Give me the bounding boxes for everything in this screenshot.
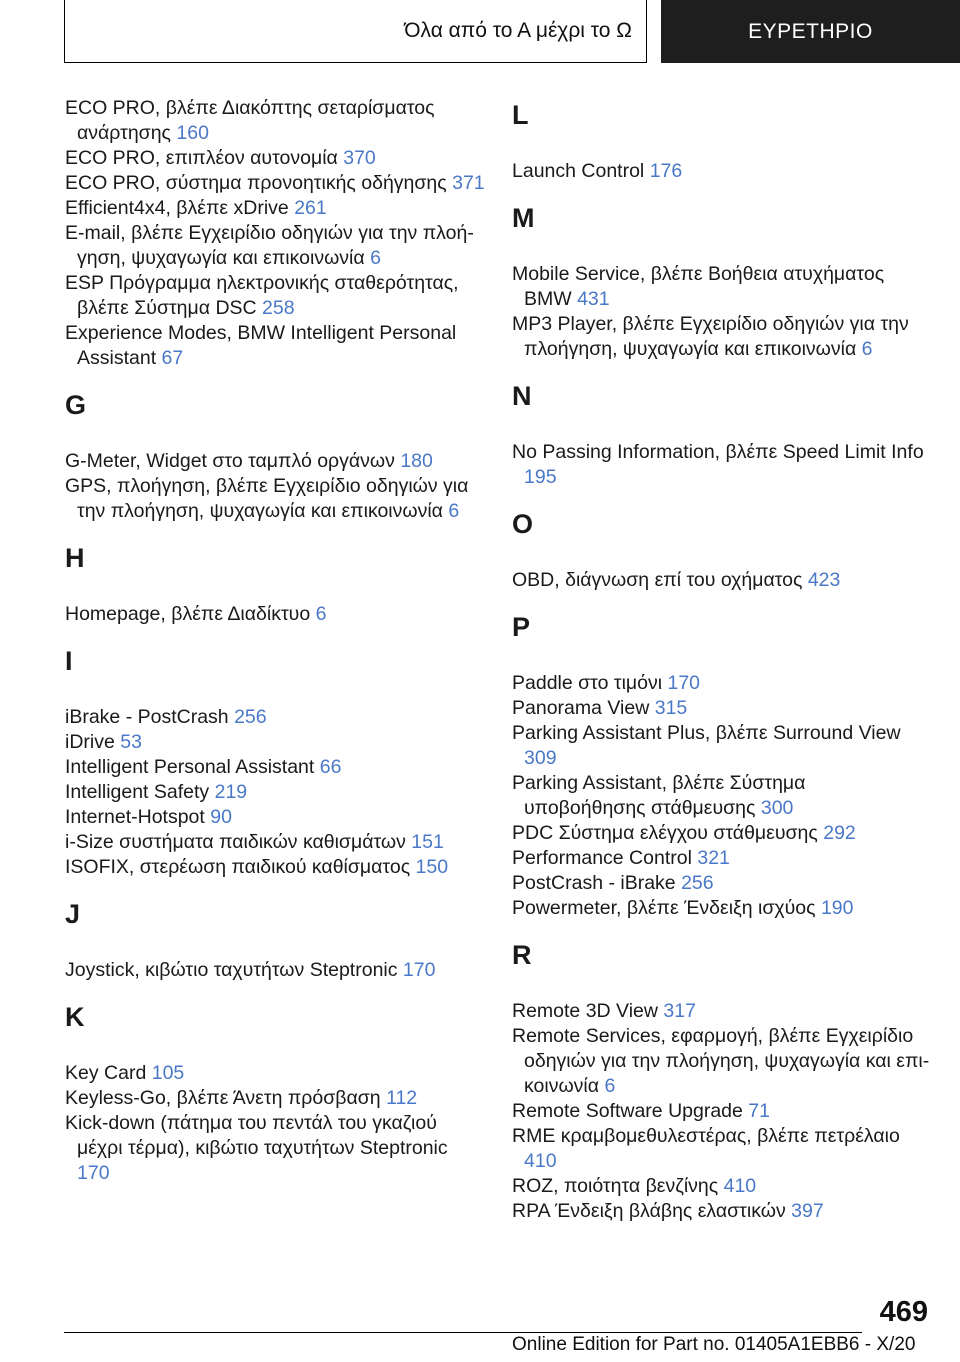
- index-entry-text: Experience Modes, BMW Intelligent Personal Assistant: [65, 322, 457, 369]
- index-entry-text: Launch Control: [512, 160, 645, 182]
- index-entry: [65, 830, 485, 855]
- index-entry: [512, 1099, 932, 1124]
- page-reference-link[interactable]: 150: [415, 856, 449, 878]
- index-section-letter: M: [512, 203, 535, 233]
- index-entry: [65, 321, 485, 371]
- page-reference-link[interactable]: 170: [77, 1162, 110, 1184]
- index-entry-text: ECO PRO, βλέπε Διακόπτης σεταρίσματος ανάρτησης: [65, 97, 435, 144]
- page-reference-link[interactable]: 431: [577, 288, 610, 310]
- index-section-letter: G: [65, 390, 87, 420]
- index-entry-text: Mobile Service, βλέπε Βοήθεια ατυχήματος BMW: [512, 263, 885, 310]
- page-reference-link[interactable]: 160: [176, 122, 209, 144]
- index-entry-text: E-mail, βλέπε Εγχειρίδιο οδηγιών για την πλοήγηση, ψυχαγωγία και επικοινωνία: [65, 222, 474, 269]
- page-reference-link[interactable]: 195: [524, 466, 557, 488]
- index-entry-text: GPS, πλοήγηση, βλέπε Εγχειρίδιο οδηγιών για την πλοήγηση, ψυχαγωγία και επικοινωνία: [65, 475, 469, 522]
- index-entry: [65, 196, 485, 221]
- index-entry-text: Paddle στο τιμόνι: [512, 672, 663, 694]
- index-entry-text: i-Size συστήματα παιδικών καθισμάτων: [65, 831, 406, 853]
- page-reference-link[interactable]: 151: [411, 831, 444, 853]
- page-reference-link[interactable]: 219: [214, 781, 248, 803]
- page-reference-link[interactable]: 315: [654, 697, 688, 719]
- index-section-letter: L: [512, 100, 529, 130]
- index-section-letter: I: [65, 646, 73, 676]
- page-reference-link[interactable]: 105: [151, 1062, 185, 1084]
- page-reference-link[interactable]: 6: [861, 338, 873, 360]
- index-entry: [65, 805, 485, 830]
- index-section-letter: H: [65, 543, 85, 573]
- index-entry-text: iDrive: [65, 731, 115, 753]
- index-entry-text: Panorama View: [512, 697, 650, 719]
- index-entry-text: ECO PRO, επιπλέον αυτονομία: [65, 147, 338, 169]
- page-reference-link[interactable]: 370: [343, 147, 376, 169]
- top-navigation: [64, 0, 960, 66]
- index-entry: [65, 474, 485, 524]
- page-reference-link[interactable]: 258: [262, 297, 295, 319]
- index-entry: [65, 855, 485, 880]
- page-reference-link[interactable]: 6: [315, 603, 327, 625]
- index-section-letter: O: [512, 509, 534, 539]
- tab-a-to-z-label: Όλα από το Α μέχρι το Ω: [404, 19, 632, 42]
- index-entry-text: PostCrash - iBrake: [512, 872, 676, 894]
- index-entry: [65, 705, 485, 730]
- index-entry-text: Remote Software Upgrade: [512, 1100, 743, 1122]
- index-entry: [65, 1086, 485, 1111]
- page-reference-link[interactable]: 190: [820, 897, 854, 919]
- index-entry: [512, 821, 932, 846]
- index-entry-text: Intelligent Safety: [65, 781, 210, 803]
- tab-index-label: ΕΥΡΕΤΗΡΙΟ: [748, 19, 873, 43]
- index-entry-text: Internet-Hotspot: [65, 806, 205, 828]
- page-reference-link[interactable]: 180: [400, 450, 433, 472]
- index-entry: [65, 96, 485, 146]
- index-entry-text: Intelligent Personal Assistant: [65, 756, 315, 778]
- page-reference-link[interactable]: 71: [748, 1100, 770, 1122]
- index-entry-text: Powermeter, βλέπε Ένδειξη ισχύος: [512, 897, 816, 919]
- page-reference-link[interactable]: 170: [667, 672, 701, 694]
- index-section-letter: R: [512, 940, 532, 970]
- index-entry: [512, 671, 932, 696]
- index-entry-text: ROZ, ποιότητα βενζίνης: [512, 1175, 719, 1197]
- index-entry-text: G-Meter, Widget στο ταμπλό οργάνων: [65, 450, 395, 472]
- index-entry-text: Kick-down (πάτημα του πεντάλ του γκαζιού μέχρι τέρμα), κιβώτιο ταχυτήτων Steptronic: [65, 1112, 448, 1159]
- index-entry: [65, 146, 485, 171]
- index-entry-text: No Passing Information, βλέπε Speed Limit Info: [512, 441, 924, 463]
- index-section-letter: N: [512, 381, 532, 411]
- page-reference-link[interactable]: 53: [120, 731, 142, 753]
- index-entry-text: iBrake - PostCrash: [65, 706, 229, 728]
- index-entry: [65, 171, 485, 196]
- page-reference-link[interactable]: 410: [723, 1175, 757, 1197]
- index-entry: [65, 1061, 485, 1086]
- tab-a-to-z[interactable]: [64, 0, 647, 63]
- page-reference-link[interactable]: 6: [448, 500, 460, 522]
- index-column-right: [512, 96, 932, 1224]
- index-entry: [512, 896, 932, 921]
- index-entry-text: Homepage, βλέπε Διαδίκτυο: [65, 603, 311, 625]
- index-entry: [512, 871, 932, 896]
- page-reference-link[interactable]: 112: [386, 1087, 418, 1109]
- page-reference-link[interactable]: 170: [402, 959, 436, 981]
- index-entry-text: Parking Assistant Plus, βλέπε Surround View: [512, 722, 901, 744]
- index-entry-text: Remote 3D View: [512, 1000, 658, 1022]
- index-entry-text: PDC Σύστημα ελέγχου στάθμευσης: [512, 822, 818, 844]
- index-entry: [65, 449, 485, 474]
- index-entry: [512, 771, 932, 821]
- index-entry-text: Parking Assistant, βλέπε Σύστημα υποβοήθησης στάθμευσης: [512, 772, 806, 819]
- index-entry: [65, 1111, 485, 1186]
- page-reference-link[interactable]: 6: [370, 247, 381, 269]
- page-reference-link[interactable]: 67: [161, 347, 184, 369]
- index-entry-text: ESP Πρόγραμμα ηλεκτρονικής σταθερότητας, βλέπε Σύστημα DSC: [65, 272, 459, 319]
- index-entry: [512, 999, 932, 1024]
- page-reference-link[interactable]: 423: [807, 569, 841, 591]
- page-number: 469: [879, 1296, 928, 1328]
- index-entry-text: OBD, διάγνωση επί του οχήματος: [512, 569, 803, 591]
- index-entry: [512, 1124, 932, 1174]
- index-entry-text: ECO PRO, σύστημα προνοητικής οδήγησης: [65, 172, 447, 194]
- index-entry: [512, 1174, 932, 1199]
- index-entry-text: Keyless-Go, βλέπε Άνετη πρόσβαση: [65, 1087, 381, 1109]
- index-entry: [512, 1024, 932, 1099]
- tab-index[interactable]: [661, 0, 960, 63]
- index-section-letter: P: [512, 612, 531, 642]
- page-reference-link[interactable]: 90: [210, 806, 232, 828]
- page-reference-link[interactable]: 6: [604, 1075, 616, 1097]
- index-section-letter: K: [65, 1002, 85, 1032]
- index-entry: [65, 755, 485, 780]
- page-reference-link[interactable]: 300: [760, 797, 794, 819]
- index-entry: [512, 262, 932, 312]
- index-entry-text: Remote Services, εφαρμογή, βλέπε Εγχειρίδιο οδηγιών για την πλοήγηση, ψυχαγωγία και επικοινωνία: [512, 1025, 930, 1097]
- page-reference-link[interactable]: 371: [452, 172, 485, 194]
- page-reference-link[interactable]: 397: [791, 1200, 824, 1222]
- page-reference-link[interactable]: 261: [294, 197, 327, 219]
- index-entry: [512, 568, 932, 593]
- page-reference-link[interactable]: 256: [681, 872, 714, 894]
- index-entry-text: Key Card: [65, 1062, 147, 1084]
- index-entry-text: Performance Control: [512, 847, 692, 869]
- index-entry-text: RPA Ένδειξη βλάβης ελαστικών: [512, 1200, 786, 1222]
- index-section-letter: J: [65, 899, 81, 929]
- index-entry: [512, 440, 932, 490]
- index-column-left: [65, 96, 485, 1186]
- footer-divider: [64, 1332, 862, 1333]
- index-entry: [65, 602, 485, 627]
- page-reference-link[interactable]: 321: [697, 847, 730, 869]
- index-entry: [512, 721, 932, 771]
- page-reference-link[interactable]: 317: [663, 1000, 696, 1022]
- page-reference-link[interactable]: 176: [649, 160, 683, 182]
- page-reference-link[interactable]: 292: [823, 822, 856, 844]
- index-entry: [512, 312, 932, 362]
- index-entry: [65, 221, 485, 271]
- index-entry: [65, 730, 485, 755]
- index-entry: [65, 271, 485, 321]
- index-entry: [512, 846, 932, 871]
- index-entry: [512, 1199, 932, 1224]
- page-reference-link[interactable]: 66: [319, 756, 342, 778]
- index-entry: [512, 159, 932, 184]
- index-entry-text: Joystick, κιβώτιο ταχυτήτων Steptronic: [65, 959, 398, 981]
- page-reference-link[interactable]: 410: [524, 1150, 557, 1172]
- index-entry: [65, 958, 485, 983]
- index-entry-text: ISOFIX, στερέωση παιδικού καθίσματος: [65, 856, 411, 878]
- footer-edition: Online Edition for Part no. 01405A1EBB6 - X/20: [512, 1334, 916, 1355]
- index-entry-text: Efficient4x4, βλέπε xDrive: [65, 197, 289, 219]
- index-entry-text: MP3 Player, βλέπε Εγχειρίδιο οδηγιών για την πλοήγηση, ψυχαγωγία και επικοινωνία: [512, 313, 909, 360]
- index-entry: [512, 696, 932, 721]
- page-reference-link[interactable]: 256: [234, 706, 267, 728]
- page-reference-link[interactable]: 309: [524, 747, 557, 769]
- index-entry-text: RME κραμβομεθυλεστέρας, βλέπε πετρέλαιο: [512, 1125, 900, 1147]
- index-entry: [65, 780, 485, 805]
